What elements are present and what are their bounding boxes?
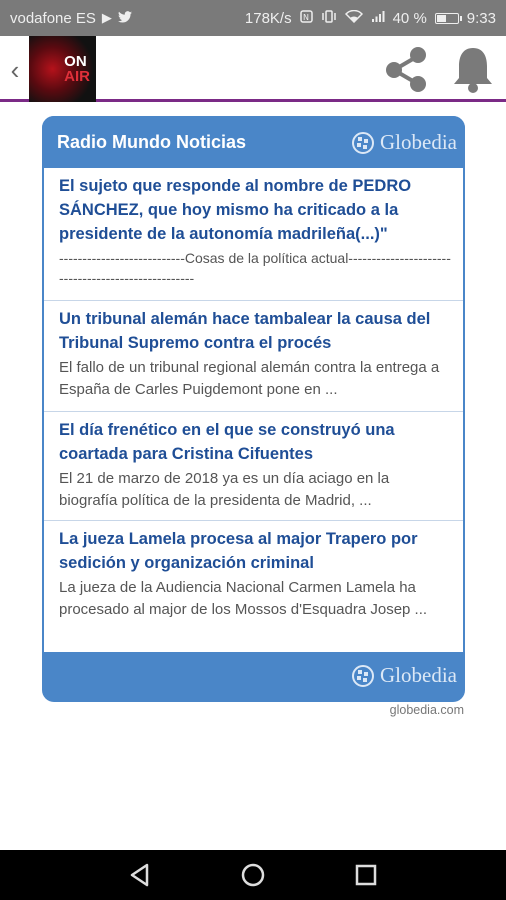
battery-icon [435, 13, 459, 24]
logo-line-1: ON [64, 53, 87, 70]
carrier-label: vodafone ES [10, 9, 96, 27]
battery-percent: 40 % [392, 9, 427, 27]
news-list [44, 168, 463, 652]
brand-name: Globedia [380, 130, 457, 154]
nfc-icon [300, 10, 313, 26]
widget-header [42, 116, 465, 168]
wifi-icon [345, 10, 363, 26]
network-speed: 178K/s [244, 9, 292, 27]
play-icon: ▶ [101, 10, 112, 25]
news-desc: El 21 de marzo de 2018 ya es un día aciago en la biografía política de la presidenta de Madrid, ... [59, 470, 390, 509]
svg-text:N: N [302, 13, 309, 22]
news-item[interactable] [44, 168, 463, 301]
news-widget [42, 116, 465, 702]
news-item[interactable] [44, 301, 463, 412]
news-title[interactable]: El sujeto que responde al nombre de PEDRO SÁNCHEZ, que hoy mismo ha criticado a la presidente de la autonomía madrileña(...)" [59, 177, 412, 243]
vibrate-icon [321, 10, 337, 26]
recents-square-icon[interactable] [353, 862, 379, 888]
news-desc: La jueza de la Audiencia Nacional Carmen Lamela ha procesado al major de los Mossos d'Esquadra Josep ... [59, 579, 428, 618]
station-logo [29, 36, 96, 102]
back-icon[interactable]: ‹ [10, 55, 20, 85]
footer-brand-name: Globedia [380, 663, 457, 687]
news-title[interactable]: Un tribunal alemán hace tambalear la causa del Tribunal Supremo contra el procés [59, 310, 431, 352]
signal-icon [371, 10, 385, 26]
status-bar [0, 0, 506, 36]
news-item[interactable] [44, 412, 463, 521]
footer-brand-logo[interactable] [351, 663, 457, 688]
news-item[interactable] [44, 521, 463, 652]
logo-line-2: AIR [64, 68, 90, 85]
home-circle-icon[interactable] [240, 862, 266, 888]
brand-logo[interactable] [351, 130, 457, 155]
twitter-icon [118, 11, 132, 26]
news-desc: ---------------------------Cosas de la política actual--------------------------------------------------- [59, 250, 451, 286]
system-nav-bar [0, 850, 506, 900]
app-bar [0, 36, 506, 102]
back-triangle-icon[interactable] [127, 862, 153, 888]
news-title[interactable]: El día frenético en el que se construyó una coartada para Cristina Cifuentes [59, 421, 395, 463]
news-title[interactable]: La jueza Lamela procesa al major Trapero por sedición y organización criminal [59, 530, 418, 572]
globe-icon [351, 664, 375, 688]
globe-icon [351, 131, 375, 155]
share-icon[interactable] [382, 44, 430, 94]
bell-icon[interactable] [450, 44, 496, 94]
news-desc: El fallo de un tribunal regional alemán contra la entrega a España de Carles Puigdemont pone en ... [59, 359, 440, 398]
clock: 9:33 [466, 9, 496, 27]
widget-title: Radio Mundo Noticias [57, 132, 246, 152]
source-link[interactable]: globedia.com [389, 703, 464, 717]
